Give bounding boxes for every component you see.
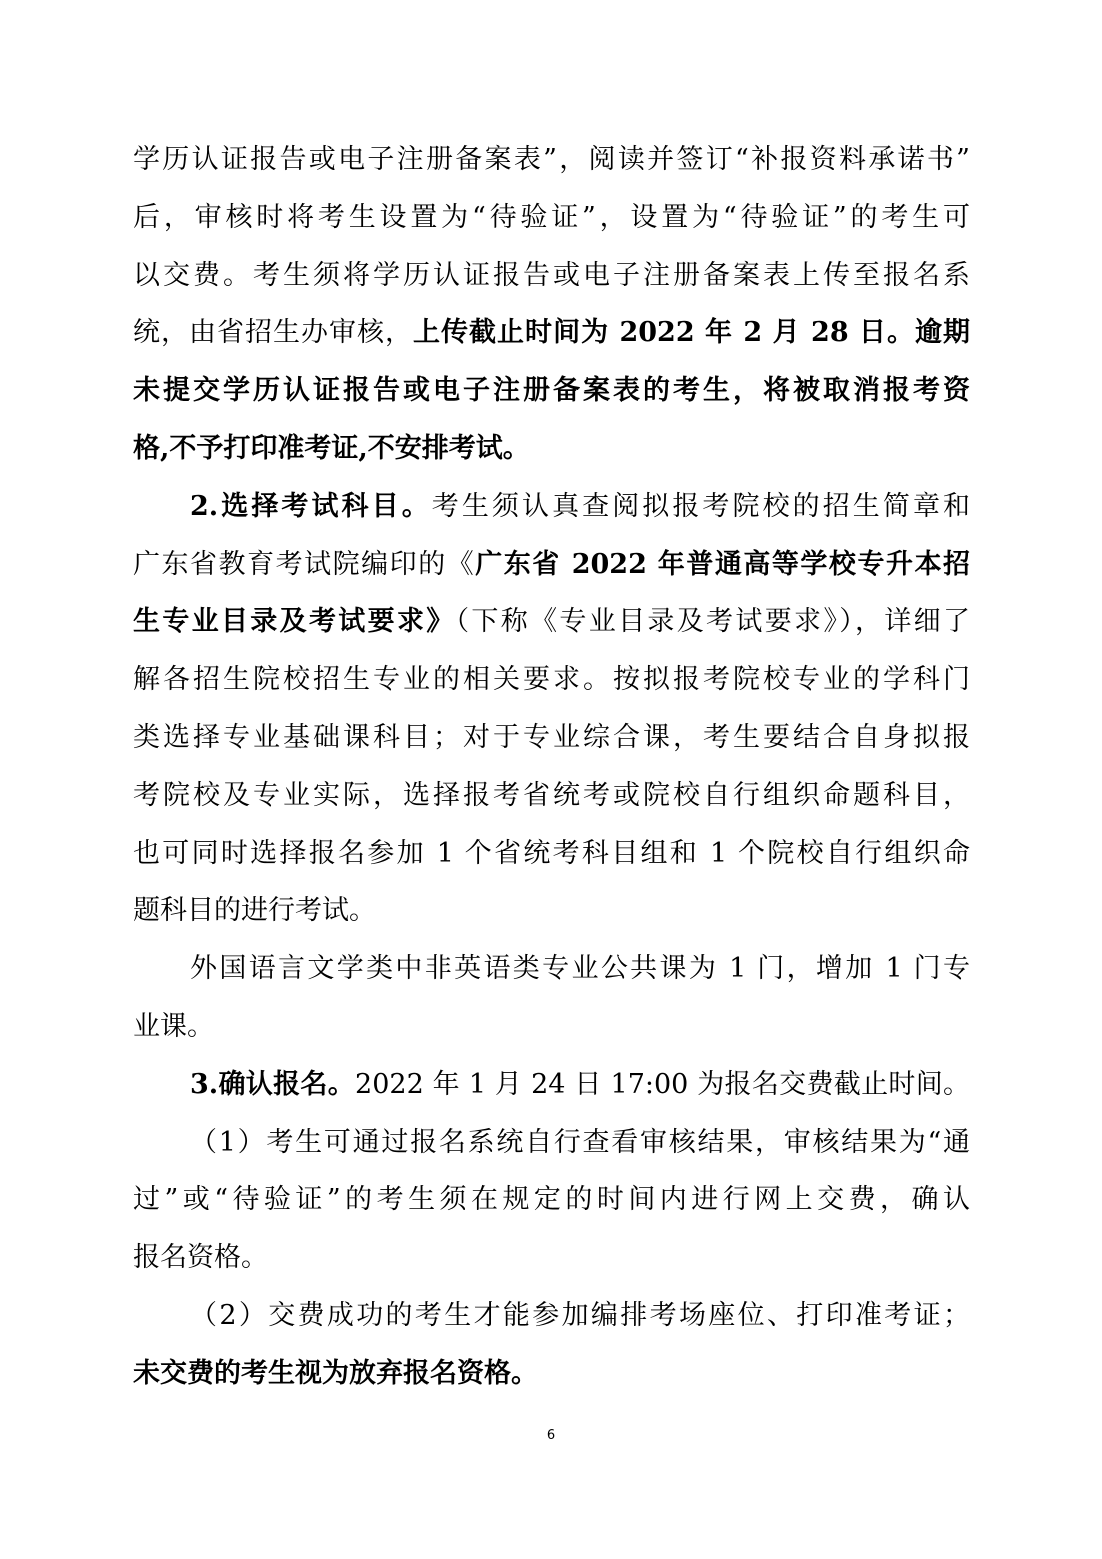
text: 考生须认真查阅拟报考院校的招生简章和: [431, 490, 971, 522]
text: 广东省教育考试院编印的《: [133, 548, 476, 580]
text: 考院校及专业实际，选择报考省统考或院校自行组织命题科目，: [133, 779, 970, 811]
text-line: [133, 709, 970, 767]
text: （1）考生可通过报名系统自行查看审核结果，审核结果为“通: [190, 1126, 970, 1158]
text: 解各招生院校招生专业的相关要求。按拟报考院校专业的学科门: [133, 664, 970, 696]
bold-text: 3.确认报名。: [190, 1068, 356, 1100]
bold-text: 格,不予打印准考证,不安排考试。: [133, 432, 530, 464]
text: （2）交费成功的考生才能参加编排考场座位、打印准考证；: [190, 1299, 970, 1331]
text-line: [133, 940, 970, 998]
text-line: [133, 1171, 970, 1229]
text-line: [133, 1345, 970, 1403]
text-line: [133, 998, 970, 1056]
text-line: [133, 420, 970, 478]
text-line: [133, 593, 970, 651]
text: 以交费。考生须将学历认证报告或电子注册备案表上传至报名系: [133, 259, 970, 291]
bold-text: 生专业目录及考试要求》: [133, 606, 456, 638]
text-line: [133, 247, 970, 305]
bold-text: 广东省 2022 年普通高等学校专升本招: [475, 548, 970, 580]
text-line: [133, 131, 970, 189]
text-line: [133, 1287, 970, 1345]
page-number: 6: [546, 1428, 556, 1443]
text: 学历认证报告或电子注册备案表”，阅读并签订“补报资料承诺书”: [133, 144, 970, 175]
text-line: [133, 1114, 970, 1172]
text: （下称《专业目录及考试要求》），详细了: [455, 606, 971, 638]
text: 统，由省招生办审核，: [133, 317, 414, 349]
text: 2022 年 1 月 24 日 17:00 为报名交费截止时间。: [355, 1068, 970, 1100]
text-line: [133, 1056, 970, 1114]
text-line: [133, 825, 970, 883]
text-line: [133, 882, 970, 940]
text: 报名资格。: [133, 1242, 268, 1274]
bold-text: 2.选择考试科目。: [190, 490, 432, 522]
text-line: [133, 651, 970, 709]
bold-text: 未提交学历认证报告或电子注册备案表的考生，将被取消报考资: [133, 375, 970, 407]
text-line: [133, 304, 970, 362]
text-line: [133, 536, 970, 594]
text: 业课。: [133, 1010, 214, 1042]
text-line: [133, 362, 970, 420]
bold-text: 未交费的考生视为放弃报名资格。: [133, 1357, 538, 1389]
text: 类选择专业基础课科目；对于专业综合课，考生要结合自身拟报: [133, 721, 970, 753]
text: 外国语言文学类中非英语类专业公共课为 1 门，增加 1 门专: [190, 953, 970, 985]
text: 后，审核时将考生设置为“待验证”，设置为“待验证”的考生可: [133, 201, 970, 233]
text: 过”或“待验证”的考生须在规定的时间内进行网上交费，确认: [133, 1184, 970, 1216]
text: 也可同时选择报名参加 1 个省统考科目组和 1 个院校自行组织命: [133, 837, 970, 869]
text-line: [133, 478, 970, 536]
document-body: [133, 131, 970, 1403]
text-line: [133, 1229, 970, 1287]
bold-text: 上传截止时间为 2022 年 2 月 28 日。逾期: [413, 317, 971, 349]
text-line: [133, 189, 970, 247]
text-line: [133, 767, 970, 825]
text: 题科目的进行考试。: [133, 895, 376, 927]
